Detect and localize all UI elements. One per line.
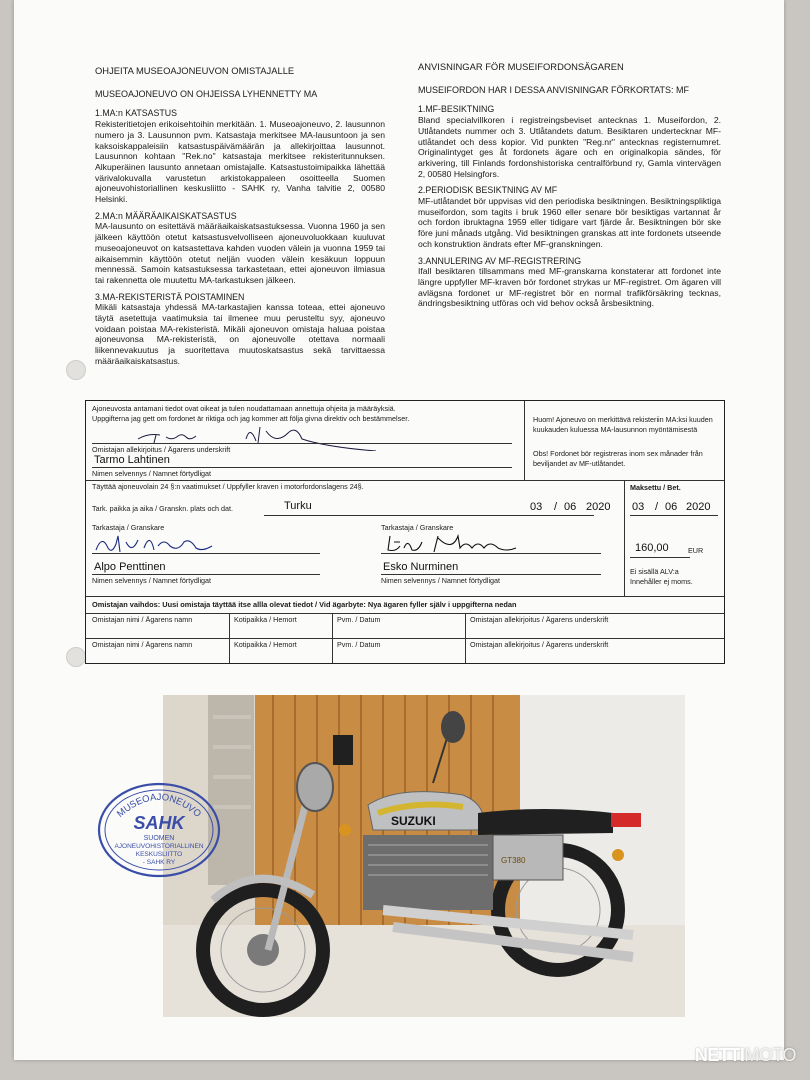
side-badge: GT380 [501,856,526,865]
fi-section2-title: 2.MA:n MÄÄRÄAIKAISKATSASTUS [95,210,237,221]
sv-section2-title: 2.PERIODISK BESIKTNING AV MF [418,185,558,196]
fi-section2-text: MA-lausunto on esitettävä määräaikaiskatsastuksessa. Vuonna 1960 ja sen jälkeen käyttöön otetut katsastusvelvolliseen ajoneuvoluokkaan kuuluvat museoajoneuvot on katsastettava kahden vuoden välein ja vuonna 1959 tai aikaisemmin käyttöön otetut neljän vuoden välein kesäkuun loppuun mennessä. Samoin katsastuksessa tarkastetaan, ettei ajoneuvon ilmiasua tai rakennetta ole muutettu MA-tarkastuksen jälkeen. [95,221,385,285]
stamp-line2: AJONEUVOHISTORIALLINEN [114,843,204,850]
watermark-moto: MOTO [744,1045,796,1065]
note-fi: Huom! Ajoneuvo on merkittävä rekisteriin MA:ksi kuuden kuukauden kuluessa MA-lausunnon myöntämisestä [533,415,713,434]
inspector2-name: Esko Nurminen [383,561,459,573]
inspector1-label: Tarkastaja / Granskare [92,523,165,532]
inspector2-caption: Nimen selvennys / Namnet förtydligat [381,576,501,585]
vat-note-fi: Ei sisällä ALV:a [630,567,679,576]
sv-section1-text: Bland specialvillkoren i registreingsbeviset antecknas 1. Museifordon, 2. Utlåtandets nummer och 3. Utlåtandets datum. Besiktaren undertecknar MF-utlåtandet och dess kopior. Vid punkten "Reg.nr" antecknas registernumret. Originalintyget ges åt fordonets ägare och en originalkopia sändes, för arkivering, till Finlands fordonshistoriska centralförbund ry, Gamla vintervägen 2, 00580 Helsingfors. [418,115,721,179]
sv-section3-title: 3.ANNULERING AV MF-REGISTRERING [418,255,582,266]
declaration-fi: Ajoneuvosta antamani tiedot ovat oikeat ja tulen noudattamaan annettuja ohjeita ja määräyksiä. [92,404,396,413]
finnish-instructions [95,66,385,373]
new-owner-name-label: Omistajan nimi / Ägarens namn [92,640,193,649]
paid-day: 03 [632,501,645,513]
fi-section3-title: 3.MA-REKISTERISTÄ POISTAMINEN [95,291,245,302]
place-line [264,515,594,516]
inspector1-line [92,553,320,554]
paid-label: Maksettu / Bet. [630,483,681,492]
stamp-logo: SAHK [133,813,185,833]
new-owner-home-label: Kotipaikka / Hemort [234,615,297,624]
stamp-line3: KESKUSLIITTO [135,851,183,858]
divider [332,613,333,663]
new-owner-name-label: Omistajan nimi / Ägarens namn [92,615,193,624]
divider [624,480,625,596]
sv-section1-title: 1.MF-BESIKTNING [418,104,495,115]
fi-title: OHJEITA MUSEOAJONEUVON OMISTAJALLE [95,65,295,76]
inspection-day: 03 [530,501,543,513]
punch-hole [66,647,86,667]
inspector2-name-line [381,574,601,575]
paid-date-line [630,515,718,516]
divider [465,613,466,663]
stamp-top: MUSEOAJONEUVO [114,791,204,820]
owner-name: Tarmo Lahtinen [94,454,170,466]
inspector2-line [381,553,601,554]
vat-note-sv: Innehåller ej moms. [630,577,693,586]
divider [86,638,724,639]
sv-title: ANVISNINGAR FÖR MUSEIFORDONSÄGAREN [418,61,624,72]
tank-brand: SUZUKI [391,814,436,828]
requirements-caption: Täyttää ajoneuvolain 24 §:n vaatimukset / Uppfyller kraven i motorfordonslagens 24§. [92,482,364,491]
new-owner-date-label: Pvm. / Datum [337,615,381,624]
inspector1-name: Alpo Penttinen [94,561,166,573]
owner-name-line [92,467,512,468]
inspection-place: Turku [284,500,312,512]
nettimoto-watermark [695,1045,796,1066]
inspector1-caption: Nimen selvennys / Namnet förtydligat [92,576,212,585]
new-owner-signature-label: Omistajan allekirjoitus / Ägarens underskrift [470,640,609,649]
inspector1-name-line [92,574,320,575]
new-owner-date-label: Pvm. / Datum [337,640,381,649]
divider [229,613,230,663]
divider [524,401,525,480]
paid-amount: 160,00 [635,542,669,554]
sv-section3-text: Ifall besiktaren tillsammans med MF-granskarna konstaterar att fordonet inte längre uppfyller MF-kraven bör fordonet strykas ur MF-registret. Om ägaren vill avlägsna fordonet ur MF-registret bör en normal trafikförsäkring tecknas, ändringsbesiktning utföras och vid behov också årsbesiktning. [418,266,721,309]
paid-year: 2020 [686,501,711,513]
owner-change-title: Omistajan vaihdos: Uusi omistaja täyttää itse allla olevat tiedot / Vid ägarbyte: Nya ägaren fyller själv i uppgifterna nedan [92,600,517,609]
divider [86,596,724,597]
divider [86,480,724,481]
fi-section3-text: Mikäli katsastaja yhdessä MA-tarkastajien kanssa toteaa, ettei ajoneuvo täytä asetettuja vaatimuksia tai ilmenee muu perusteltu syy, ajoneuvo voidaan poistaa MA-rekisteristä. Mikäli ajoneuvon omistaja haluaa poistaa ajoneuvonsa MA-rekisteristä, on ajoneuvolle otettava normaali liikennevakuutus ja suoritettava muutoskatsastus sekä tarvittaessa määräaikaiskatsastus. [95,302,385,366]
punch-hole [66,360,86,380]
fi-section1-title: 1.MA:n KATSASTUS [95,108,177,119]
fi-section1-text: Rekisteritietojen erikoisehtoihin merkitään. 1. Museoajoneuvo, 2. lausunnon numero ja 3. Lausunnon pvm. Katsastaja merkitsee MA-lausuntoon ja sen kaksoiskappaleisiin katsastuspäivämäärän ja allekirjoittaa lausunnot. Lausunnon kohtaan "Rek.no" katsastaja merkitsee rekisteritunnuksen. Alkuperäinen lausunto annetaan omistajalle. Katsastustoimipaikka lähettää värivalokuvalla varustetun arkistokappaleen osoitteella Suomen ajoneuvohistoriallinen keskusliitto - SAHK ry, Vanha talvitie 2, 00580 Helsinki. [95,119,385,205]
currency: EUR [688,546,704,555]
museum-vehicle-stamp [96,780,222,880]
inspection-form [85,400,725,664]
stamp-line1: SUOMEN [143,835,175,842]
place-label: Tark. paikka ja aika / Granskn. plats och dat. [92,504,234,513]
stamp-line4: - SAHK RY [142,859,176,866]
swedish-instructions [418,62,721,315]
date-separator: / [554,501,558,513]
inspection-year: 2020 [586,501,611,513]
date-separator: / [655,501,659,513]
fi-subtitle: MUSEOAJONEUVO ON OHJEISSA LYHENNETTY MA [95,88,318,99]
amount-line [630,557,690,558]
note-sv: Obs! Fordonet bör registreras inom sex månader från beviljandet av MF-utlåtandet. [533,449,703,468]
sv-section2-text: MF-utlåtandet bör uppvisas vid den periodiska besiktningen. Besiktningspliktiga museifordon, som tagits i bruk 1960 eller senare bör besiktigas vartannat år och fordon ibruktagna 1959 eller tidigare vart fjärde år. Besiktningen bör ske före juni månads utgång. Vid besiktningen granskas att inte fordonets utseende och konstruktion ändrats efter MF-granskningen. [418,196,721,249]
owner-signature-label: Omistajan allekirjoitus / Ägarens underskrift [92,445,231,454]
new-owner-home-label: Kotipaikka / Hemort [234,640,297,649]
motorcycle-photo [163,695,685,1017]
sv-subtitle: MUSEIFORDON HAR I DESSA ANVISNINGAR FÖRKORTATS: MF [418,84,690,95]
declaration-sv: Uppgifterna jag gett om fordonet är riktiga och jag kommer att följa givna direktiv och bestämmelser. [92,414,410,423]
inspector2-label: Tarkastaja / Granskare [381,523,454,532]
inspection-month: 06 [564,501,577,513]
watermark-netti: NETTI [694,1045,745,1065]
motorcycle-illustration [163,695,685,1017]
owner-signature-line [92,443,512,444]
new-owner-signature-label: Omistajan allekirjoitus / Ägarens underskrift [470,615,609,624]
paid-month: 06 [665,501,678,513]
divider [86,613,724,614]
owner-name-caption: Nimen selvennys / Namnet förtydligat [92,469,212,478]
